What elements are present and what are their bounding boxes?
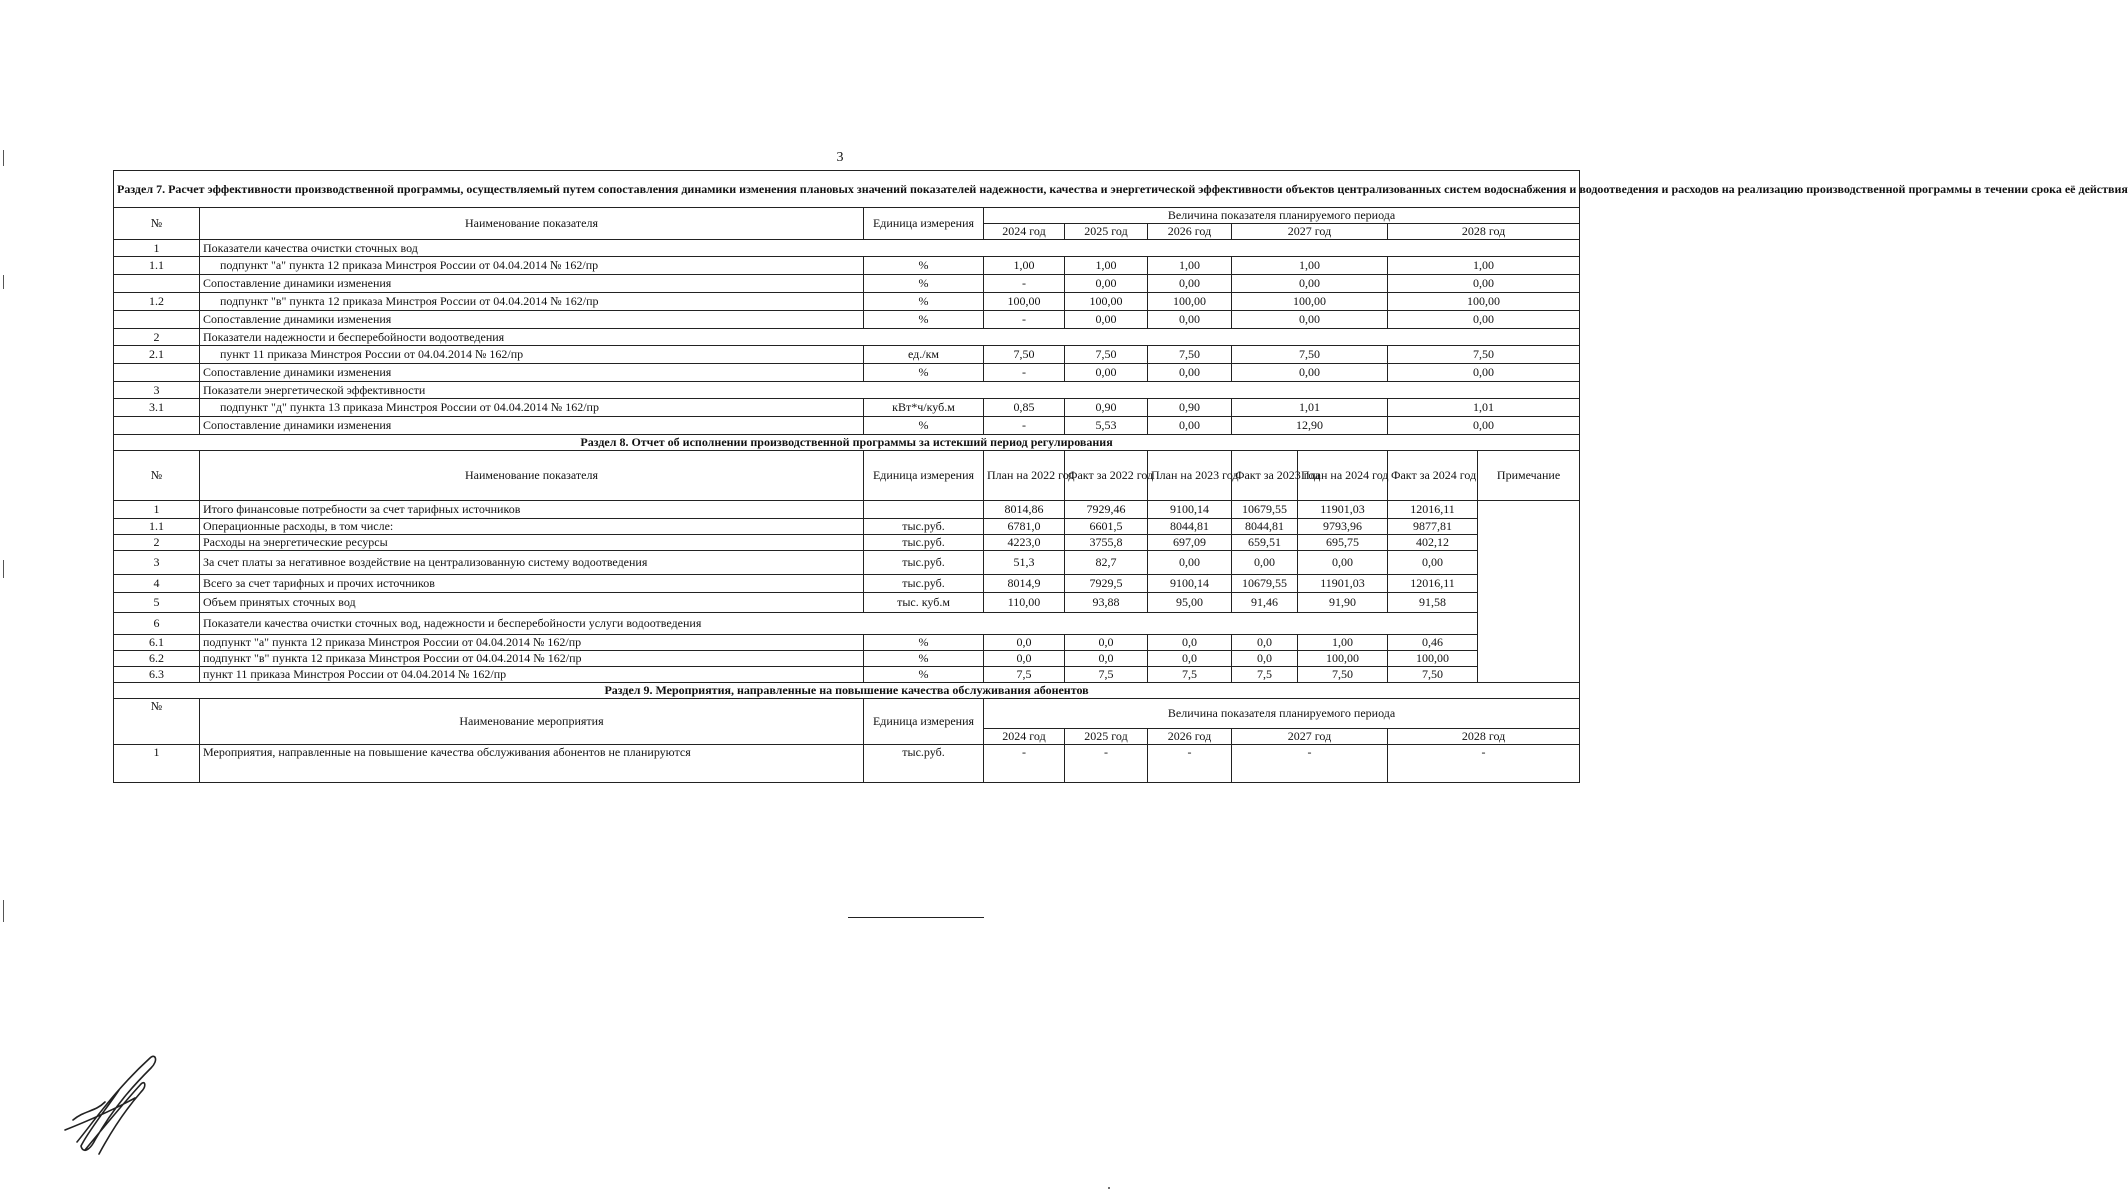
header-unit: Единица измерения [864, 699, 984, 745]
handwritten-signature [55, 1050, 165, 1160]
section9-header-row [114, 699, 1580, 729]
row-unit: тыс.руб. [864, 551, 984, 575]
closing-line [848, 917, 984, 918]
row-value: 402,12 [1388, 535, 1478, 551]
row-name: Операционные расходы, в том числе: [200, 519, 864, 535]
row-value: - [984, 275, 1065, 293]
row-value: 9877,81 [1388, 519, 1478, 535]
row-value: 12,90 [1232, 417, 1388, 435]
row-value: 12016,11 [1388, 575, 1478, 593]
row-unit: ед./км [864, 346, 984, 364]
section7-row [114, 240, 1580, 257]
section8-row [114, 651, 1580, 667]
section7-row [114, 399, 1580, 417]
row-value: 7,50 [1148, 346, 1232, 364]
header-col: Факт за 2024 год [1388, 451, 1478, 501]
row-value: 9100,14 [1148, 501, 1232, 519]
row-value: 91,58 [1388, 593, 1478, 613]
row-name: подпункт "д" пункта 13 приказа Минстроя России от 04.04.2014 № 162/пр [200, 399, 864, 417]
row-name: Сопоставление динамики изменения [200, 311, 864, 329]
section7-row [114, 257, 1580, 275]
header-col: План на 2022 год [984, 451, 1065, 501]
row-value: 0,00 [1388, 311, 1580, 329]
header-year: 2028 год [1388, 224, 1580, 240]
row-group-name: Показатели качества очистки сточных вод [200, 240, 1580, 257]
row-unit [864, 501, 984, 519]
row-value: 1,00 [984, 257, 1065, 275]
row-value: 51,3 [984, 551, 1065, 575]
row-value: 8044,81 [1232, 519, 1298, 535]
section9-row [114, 745, 1580, 783]
section8-title: Раздел 8. Отчет об исполнении производственной программы за истекший период регулирования [114, 435, 1580, 451]
row-value: 7,5 [1232, 667, 1298, 683]
row-value: - [984, 745, 1065, 783]
row-value: 100,00 [1388, 293, 1580, 311]
row-group-name: Показатели надежности и бесперебойности водоотведения [200, 329, 1580, 346]
row-value: 1,00 [1065, 257, 1148, 275]
row-value: 10679,55 [1232, 501, 1298, 519]
row-value: 695,75 [1298, 535, 1388, 551]
row-value: 0,0 [1065, 651, 1148, 667]
row-num: 1 [114, 745, 200, 783]
row-value: 91,90 [1298, 593, 1388, 613]
row-value: 0,90 [1148, 399, 1232, 417]
row-value: 9100,14 [1148, 575, 1232, 593]
row-value: 0,0 [1232, 651, 1298, 667]
row-group-name: Показатели энергетической эффективности [200, 382, 1580, 399]
row-value: 0,00 [1388, 275, 1580, 293]
row-value: 7929,5 [1065, 575, 1148, 593]
row-value: 0,00 [1388, 417, 1580, 435]
row-name: пункт 11 приказа Минстроя России от 04.04.2014 № 162/пр [200, 346, 864, 364]
row-value: 0,00 [1148, 275, 1232, 293]
row-name: Сопоставление динамики изменения [200, 417, 864, 435]
row-value: 0,00 [1232, 311, 1388, 329]
note-cell [1478, 501, 1580, 683]
row-value: 1,00 [1148, 257, 1232, 275]
report-table [113, 170, 2128, 783]
row-value: 7,5 [1148, 667, 1232, 683]
row-unit: кВт*ч/куб.м [864, 399, 984, 417]
row-name: Всего за счет тарифных и прочих источников [200, 575, 864, 593]
section8-row [114, 613, 1580, 635]
row-value: 3755,8 [1065, 535, 1148, 551]
row-value: 7,50 [1388, 667, 1478, 683]
row-value: 0,00 [1298, 551, 1388, 575]
section9-title: Раздел 9. Мероприятия, направленные на повышение качества обслуживания абонентов [114, 683, 1580, 699]
row-value: - [1148, 745, 1232, 783]
row-value: 1,00 [1298, 635, 1388, 651]
row-value: 7,50 [1298, 667, 1388, 683]
row-value: 7,5 [984, 667, 1065, 683]
section8-row [114, 535, 1580, 551]
header-year: 2026 год [1148, 224, 1232, 240]
row-value: 0,00 [1065, 311, 1148, 329]
row-value: 697,09 [1148, 535, 1232, 551]
row-value: - [1065, 745, 1148, 783]
header-col: Факт за 2022 год [1065, 451, 1148, 501]
row-value: 6781,0 [984, 519, 1065, 535]
header-col: План на 2024 год [1298, 451, 1388, 501]
row-value: 7929,46 [1065, 501, 1148, 519]
row-name: Сопоставление динамики изменения [200, 275, 864, 293]
row-num: 1.1 [114, 519, 200, 535]
row-name: подпункт "в" пункта 12 приказа Минстроя России от 04.04.2014 № 162/пр [200, 651, 864, 667]
row-value: 0,0 [1148, 651, 1232, 667]
row-value: 91,46 [1232, 593, 1298, 613]
row-name: Объем принятых сточных вод [200, 593, 864, 613]
header-year: 2025 год [1065, 224, 1148, 240]
scan-edge-mark [3, 900, 4, 922]
row-value: 10679,55 [1232, 575, 1298, 593]
header-year: 2024 год [984, 729, 1065, 745]
row-unit: тыс. куб.м [864, 593, 984, 613]
section8-title-row [114, 435, 1580, 451]
row-value: - [1232, 745, 1388, 783]
row-value: - [984, 311, 1065, 329]
row-value: 7,5 [1065, 667, 1148, 683]
row-value: 0,0 [1065, 635, 1148, 651]
row-value: 1,00 [1388, 257, 1580, 275]
row-value: 0,00 [1388, 551, 1478, 575]
row-unit: % [864, 293, 984, 311]
row-value: 82,7 [1065, 551, 1148, 575]
row-value: 0,00 [1148, 311, 1232, 329]
row-name: подпункт "а" пункта 12 приказа Минстроя России от 04.04.2014 № 162/пр [200, 635, 864, 651]
section8-row [114, 519, 1580, 535]
row-unit: % [864, 651, 984, 667]
row-value: 11901,03 [1298, 501, 1388, 519]
row-num: 5 [114, 593, 200, 613]
row-num: 1.2 [114, 293, 200, 311]
row-num [114, 275, 200, 293]
row-value: 0,85 [984, 399, 1065, 417]
row-value: 0,00 [1148, 551, 1232, 575]
header-year: 2028 год [1388, 729, 1580, 745]
row-value: 100,00 [1388, 651, 1478, 667]
section8-row [114, 593, 1580, 613]
row-num: 3.1 [114, 399, 200, 417]
section8-row [114, 575, 1580, 593]
row-value: 95,00 [1148, 593, 1232, 613]
header-num: № [114, 451, 200, 501]
row-value: 0,00 [1065, 275, 1148, 293]
scan-edge-mark [3, 560, 4, 578]
section7-row [114, 417, 1580, 435]
row-value: 7,50 [1388, 346, 1580, 364]
row-unit: % [864, 257, 984, 275]
header-year: 2025 год [1065, 729, 1148, 745]
header-year: 2024 год [984, 224, 1065, 240]
row-value: 0,00 [1065, 364, 1148, 382]
row-value: 8014,9 [984, 575, 1065, 593]
row-value: 11901,03 [1298, 575, 1388, 593]
row-name: подпункт "а" пункта 12 приказа Минстроя России от 04.04.2014 № 162/пр [200, 257, 864, 275]
row-value: 100,00 [1148, 293, 1232, 311]
row-unit: тыс.руб. [864, 745, 984, 783]
row-value: 0,0 [984, 635, 1065, 651]
header-period: Величина показателя планируемого периода [984, 208, 1580, 224]
row-value: 12016,11 [1388, 501, 1478, 519]
header-year: 2027 год [1232, 224, 1388, 240]
section8-row [114, 551, 1580, 575]
row-value: - [984, 364, 1065, 382]
row-value: 0,00 [1148, 364, 1232, 382]
section7-row [114, 329, 1580, 346]
row-value: 0,0 [1148, 635, 1232, 651]
row-value: 7,50 [1232, 346, 1388, 364]
row-unit: % [864, 667, 984, 683]
row-num: 6.3 [114, 667, 200, 683]
row-num: 4 [114, 575, 200, 593]
row-value: 93,88 [1065, 593, 1148, 613]
row-value: 100,00 [1298, 651, 1388, 667]
section7-row [114, 275, 1580, 293]
scan-dot [1108, 1187, 1110, 1189]
section8-row [114, 667, 1580, 683]
section7-row [114, 346, 1580, 364]
row-value: 6601,5 [1065, 519, 1148, 535]
row-value: - [984, 417, 1065, 435]
row-value: 659,51 [1232, 535, 1298, 551]
row-value: 1,01 [1232, 399, 1388, 417]
header-unit: Единица измерения [864, 451, 984, 501]
row-num: 3 [114, 551, 200, 575]
header-name: Наименование показателя [200, 451, 864, 501]
scan-edge-mark [3, 150, 4, 166]
row-value: 8044,81 [1148, 519, 1232, 535]
header-year: 2026 год [1148, 729, 1232, 745]
row-value: 100,00 [1065, 293, 1148, 311]
row-value: 0,00 [1148, 417, 1232, 435]
row-value: 100,00 [984, 293, 1065, 311]
row-num: 6 [114, 613, 200, 635]
row-unit: % [864, 311, 984, 329]
row-num: 6.2 [114, 651, 200, 667]
row-name: подпункт "в" пункта 12 приказа Минстроя России от 04.04.2014 № 162/пр [200, 293, 864, 311]
header-col: Факт за 2023 год [1232, 451, 1298, 501]
row-value: 8014,86 [984, 501, 1065, 519]
section7-row [114, 293, 1580, 311]
section7-title-row [114, 171, 1580, 208]
section7-title: Раздел 7. Расчет эффективности производственной программы, осуществляемый путем сопоставления динамики изменения плановых значений показателей надежности, качества и энергетической эффективности объектов централизованных систем водоснабжения и водоотведения и расходов на реализацию производственной программы в течении срока её действия [114, 171, 1580, 208]
section9-title-row [114, 683, 1580, 699]
row-value: 7,50 [984, 346, 1065, 364]
page-number: 3 [836, 150, 844, 165]
row-num: 2 [114, 329, 200, 346]
row-value: 0,0 [984, 651, 1065, 667]
row-value: 0,00 [1232, 275, 1388, 293]
row-unit: тыс.руб. [864, 519, 984, 535]
row-name: За счет платы за негативное воздействие на централизованную систему водоотведения [200, 551, 864, 575]
row-value: 7,50 [1065, 346, 1148, 364]
row-name: Сопоставление динамики изменения [200, 364, 864, 382]
row-name: Расходы на энергетические ресурсы [200, 535, 864, 551]
row-value: 5,53 [1065, 417, 1148, 435]
header-name: Наименование показателя [200, 208, 864, 240]
row-num: 1 [114, 240, 200, 257]
header-note: Примечание [1478, 451, 1580, 501]
section7-header-row [114, 208, 1580, 224]
row-value: 0,00 [1388, 364, 1580, 382]
row-group-name: Показатели качества очистки сточных вод, надежности и бесперебойности услуги водоотведения [200, 613, 1478, 635]
row-num [114, 417, 200, 435]
section8-row [114, 501, 1580, 519]
section7-row [114, 311, 1580, 329]
row-value: 0,46 [1388, 635, 1478, 651]
section7-row [114, 382, 1580, 399]
row-value: 0,90 [1065, 399, 1148, 417]
row-num [114, 364, 200, 382]
row-value: 110,00 [984, 593, 1065, 613]
row-value: 100,00 [1232, 293, 1388, 311]
row-value: - [1388, 745, 1580, 783]
report-table-body [114, 171, 2128, 783]
row-name: Мероприятия, направленные на повышение качества обслуживания абонентов не планируются [200, 745, 864, 783]
row-value: 0,00 [1232, 364, 1388, 382]
row-unit: % [864, 635, 984, 651]
header-unit: Единица измерения [864, 208, 984, 240]
header-col: План на 2023 год [1148, 451, 1232, 501]
header-num: № [114, 208, 200, 240]
section7-row [114, 364, 1580, 382]
row-num: 3 [114, 382, 200, 399]
row-value: 1,01 [1388, 399, 1580, 417]
row-name: Итого финансовые потребности за счет тарифных источников [200, 501, 864, 519]
row-value: 1,00 [1232, 257, 1388, 275]
header-year: 2027 год [1232, 729, 1388, 745]
row-value: 0,00 [1232, 551, 1298, 575]
row-num: 2 [114, 535, 200, 551]
row-num: 1.1 [114, 257, 200, 275]
row-unit: тыс.руб. [864, 535, 984, 551]
row-name: пункт 11 приказа Минстроя России от 04.04.2014 № 162/пр [200, 667, 864, 683]
section8-header-row [114, 451, 1580, 501]
section8-row [114, 635, 1580, 651]
row-num: 1 [114, 501, 200, 519]
row-value: 4223,0 [984, 535, 1065, 551]
row-unit: тыс.руб. [864, 575, 984, 593]
header-name: Наименование мероприятия [200, 699, 864, 745]
row-value: 9793,96 [1298, 519, 1388, 535]
row-num: 2.1 [114, 346, 200, 364]
row-unit: % [864, 364, 984, 382]
row-unit: % [864, 417, 984, 435]
row-num: 6.1 [114, 635, 200, 651]
header-period: Величина показателя планируемого периода [984, 699, 1580, 729]
header-num: № [114, 699, 200, 745]
row-value: 0,0 [1232, 635, 1298, 651]
scan-edge-mark [3, 275, 4, 289]
row-unit: % [864, 275, 984, 293]
row-num [114, 311, 200, 329]
